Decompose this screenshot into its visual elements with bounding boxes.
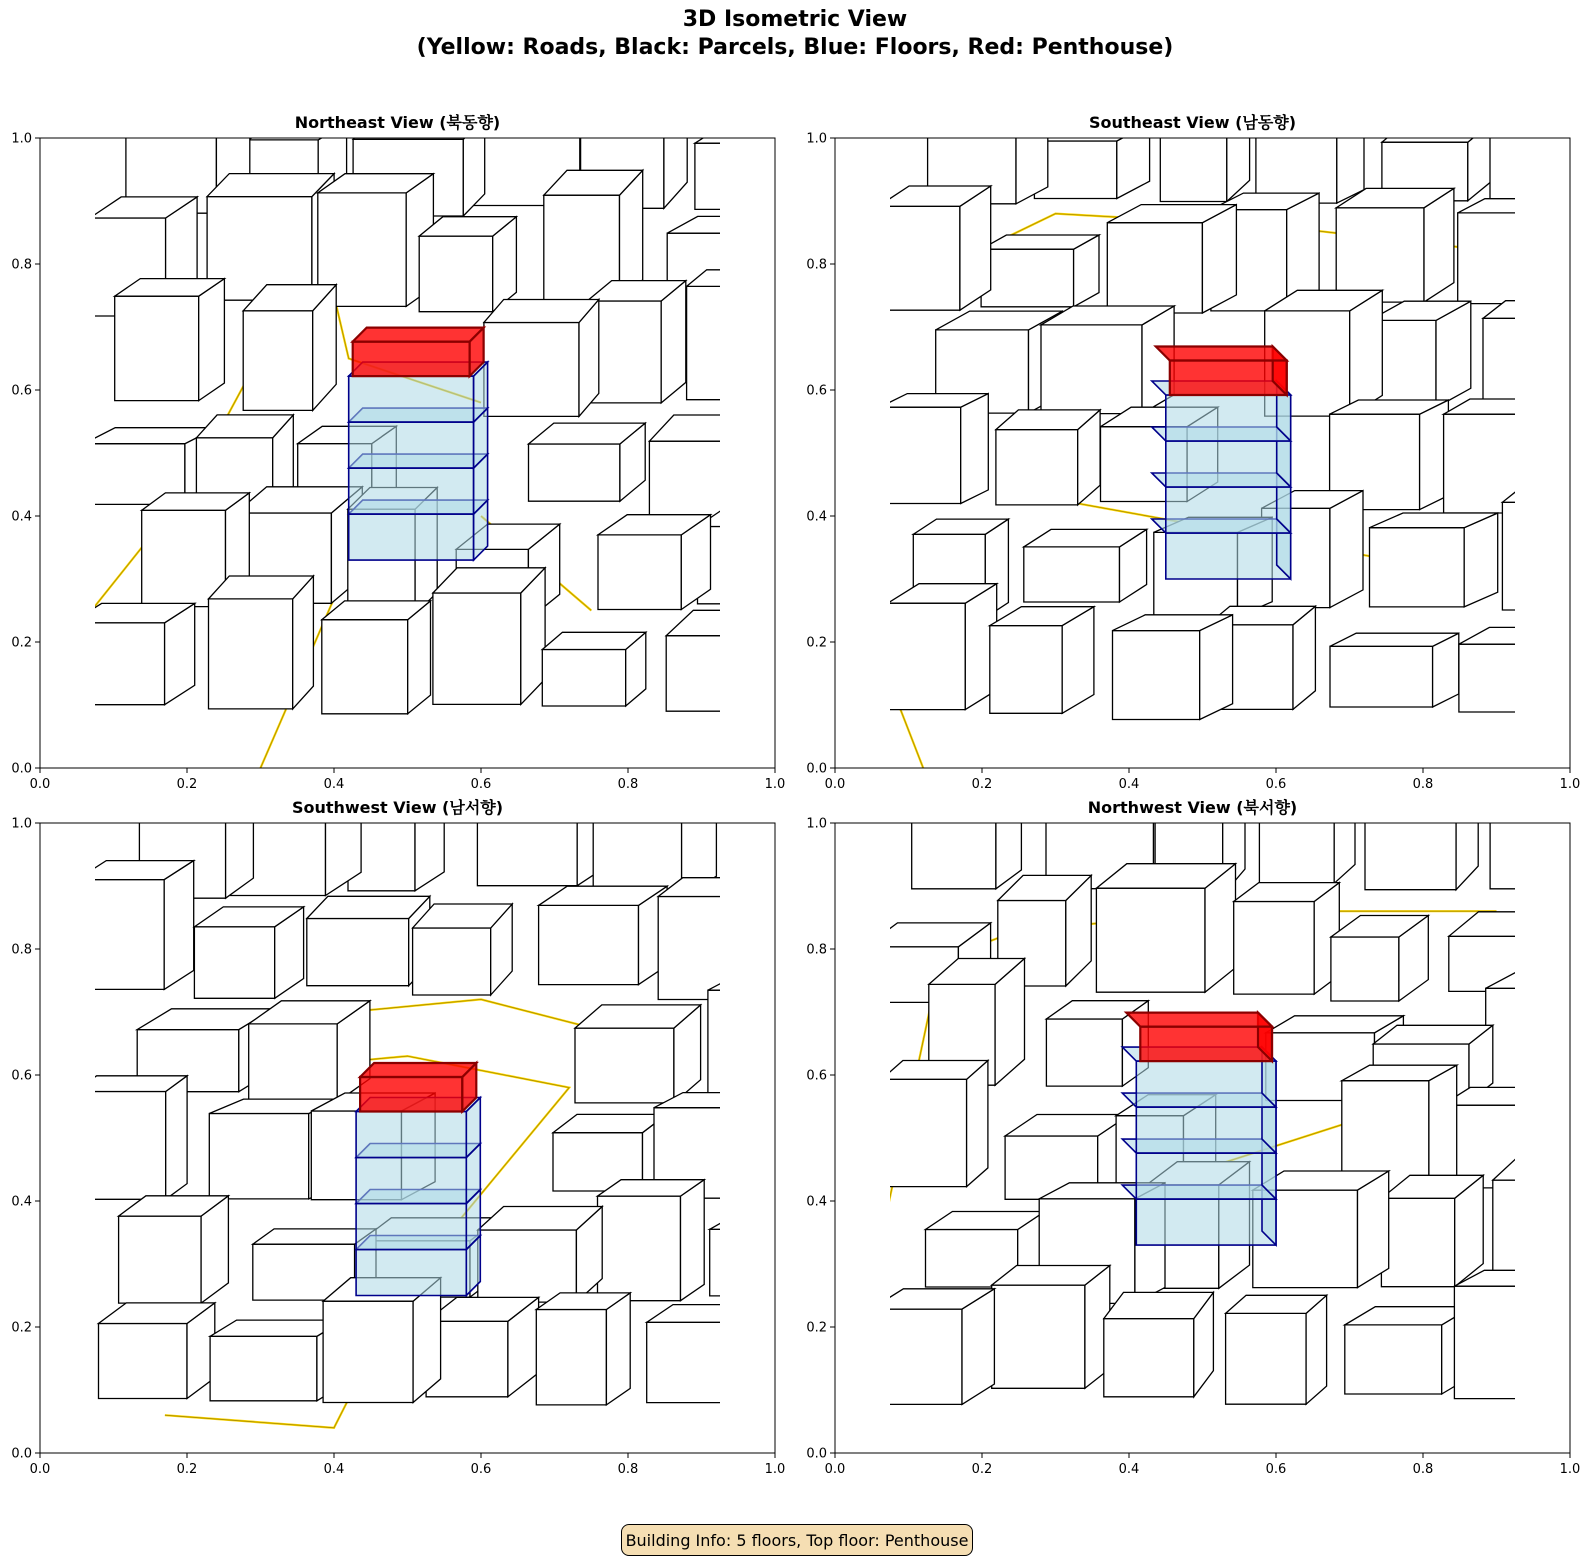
parcel-building-front-face	[200, 793, 274, 800]
parcel-building-side-face	[1200, 615, 1233, 720]
parcel-building-top-face	[353, 117, 485, 139]
parcel-building-front-face	[477, 795, 577, 885]
x-tick-label: 0.2	[176, 777, 198, 788]
parcel-building-front-face	[1486, 988, 1587, 1097]
x-tick-label: 0.8	[617, 1462, 639, 1473]
parcel-building-side-face	[783, 973, 795, 1098]
parcel-building-side-face	[1227, 108, 1250, 202]
parcel-building-top-face	[1454, 1270, 1580, 1286]
parcel-building-side-face	[1306, 1295, 1327, 1404]
parcel-building-front-face	[598, 535, 681, 610]
floor-4-front-face	[1136, 1061, 1276, 1107]
northwest-view-plot	[795, 793, 1590, 1473]
parcel-building-side-face	[1545, 399, 1571, 513]
parcel-building-front-face	[539, 905, 639, 984]
penthouse-front-face	[353, 342, 470, 377]
y-tick-label: 0.0	[806, 761, 827, 777]
penthouse-top-face	[353, 328, 484, 342]
x-tick-label: 0.0	[29, 1462, 51, 1473]
parcel-building-side-face	[545, 793, 574, 800]
parcel-building-front-face	[1365, 798, 1456, 889]
parcel-building-front-face	[1226, 1313, 1307, 1404]
x-tick-label: 0.4	[1118, 777, 1140, 788]
y-tick-label: 0.2	[806, 635, 827, 651]
penthouse-top-face	[1156, 347, 1287, 361]
buildings-layer	[865, 793, 1590, 1404]
parcel-building-top-face	[1444, 399, 1572, 414]
x-tick-label: 1.0	[764, 1462, 786, 1473]
parcel-building-front-face	[1259, 814, 1334, 884]
parcel-building-front-face	[423, 108, 511, 113]
parcel-building-front-face	[880, 407, 961, 503]
y-tick-label: 0.4	[11, 1194, 32, 1210]
parcel-building-side-face	[1551, 1270, 1581, 1398]
parcel-building-front-face	[985, 108, 1085, 114]
parcel-building-side-face	[1096, 793, 1121, 801]
y-tick-label: 0.0	[11, 761, 32, 777]
parcel-building-side-face	[1334, 795, 1355, 884]
parcel-building-front-face	[1345, 108, 1442, 111]
parcel-building-front-face	[888, 603, 966, 709]
parcel-building-front-face	[882, 1079, 967, 1186]
buildings-layer	[72, 108, 796, 768]
y-tick-label: 0.8	[11, 257, 32, 273]
panel-northwest	[795, 793, 1590, 1473]
penthouse-front-face	[1170, 361, 1287, 396]
parcel-building-top-face	[484, 300, 599, 323]
parcel-building-side-face	[734, 415, 758, 518]
parcel-building-top-face	[307, 896, 430, 918]
parcel-building-side-face	[753, 878, 778, 1000]
parcel-building-front-face	[649, 441, 734, 518]
y-tick-label: 0.0	[11, 1446, 32, 1462]
parcel-building-front-face	[119, 1216, 202, 1303]
x-tick-label: 0.0	[824, 1462, 846, 1473]
parcel-building-side-face	[1464, 513, 1498, 607]
parcel-building-side-face	[1016, 108, 1048, 204]
parcel-building-side-face	[274, 793, 306, 800]
y-tick-label: 0.8	[806, 942, 827, 958]
parcel-building-side-face	[664, 108, 687, 208]
parcel-building-front-face	[433, 593, 521, 704]
parcel-building-side-face	[1456, 793, 1478, 890]
parcel-building-front-face	[598, 1196, 681, 1301]
parcel-building-side-face	[1586, 971, 1590, 1097]
parcel-building-front-face	[1459, 644, 1538, 712]
x-tick-label: 0.2	[176, 1462, 198, 1473]
parcel-building-side-face	[681, 1180, 705, 1301]
parcel-building-front-face	[1330, 646, 1433, 707]
y-tick-label: 0.4	[806, 509, 827, 525]
parcel-building-front-face	[695, 143, 771, 209]
parcel-building-top-face	[647, 1305, 773, 1323]
parcel-building-front-face	[99, 1324, 188, 1399]
parcel-building-front-face	[1041, 325, 1142, 414]
x-tick-label: 0.0	[824, 777, 846, 788]
floor-3-front-face	[1166, 441, 1291, 487]
parcel-building-side-face	[1418, 793, 1439, 794]
parcel-building-top-face	[928, 108, 1048, 121]
figure-title-line2: (Yellow: Roads, Black: Parcels, Blue: Floors, Red: Penthouse)	[416, 35, 1174, 60]
y-tick-label: 0.2	[11, 635, 32, 651]
penthouse-front-face	[1140, 1027, 1272, 1062]
parcel-building-front-face	[194, 927, 274, 999]
parcel-building-side-face	[747, 1305, 773, 1403]
parcel-building-side-face	[1202, 205, 1236, 313]
x-tick-label: 0.2	[971, 777, 993, 788]
parcel-building-top-face	[348, 793, 444, 802]
parcel-building-front-face	[643, 793, 742, 797]
parcel-building-front-face	[1331, 937, 1399, 1001]
x-tick-label: 0.6	[1265, 1462, 1287, 1473]
parcel-building-top-face	[649, 415, 758, 441]
parcel-building-front-face	[75, 1092, 166, 1200]
parcel-building-side-face	[166, 1076, 187, 1200]
parcel-building-side-face	[1086, 108, 1120, 114]
y-tick-label: 1.0	[806, 131, 827, 147]
parcel-building-front-face	[871, 1309, 962, 1404]
parcel-building-side-face	[1337, 108, 1364, 203]
parcel-building-front-face	[1336, 208, 1424, 302]
parcel-building-front-face	[77, 880, 164, 990]
parcel-building-top-face	[708, 973, 795, 991]
y-tick-label: 0.8	[806, 257, 827, 273]
y-tick-label: 1.0	[11, 816, 32, 832]
parcel-building-front-face	[529, 444, 620, 501]
buildings-layer	[868, 108, 1590, 768]
parcel-building-top-face	[1259, 795, 1355, 814]
parcel-building-side-face	[1562, 793, 1590, 889]
penthouse-top-face	[360, 1063, 476, 1077]
parcel-building-front-face	[710, 1229, 783, 1296]
parcel-building-front-face	[647, 1322, 747, 1402]
panel-title-southwest: Southwest View (남서향)	[291, 798, 504, 817]
parcel-building-side-face	[1528, 199, 1555, 304]
x-tick-label: 0.4	[323, 777, 345, 788]
parcel-building-side-face	[661, 281, 686, 403]
parcel-building-side-face	[1532, 1087, 1560, 1188]
southwest-view-plot	[0, 793, 795, 1473]
panel-southwest	[0, 793, 795, 1473]
parcel-building-top-face	[593, 801, 716, 822]
parcel-building-front-face	[1483, 318, 1576, 410]
parcel-building-front-face	[322, 620, 408, 714]
parcel-building-front-face	[307, 919, 409, 986]
parcel-building-side-face	[606, 1293, 630, 1405]
parcel-building-side-face	[1570, 1157, 1590, 1289]
parcel-building-top-face	[474, 113, 602, 134]
parcel-building-front-face	[484, 323, 579, 417]
parcel-building-top-face	[710, 1212, 795, 1230]
parcel-building-top-face	[666, 610, 786, 635]
parcel-building-front-face	[1454, 1286, 1550, 1398]
parcel-building-front-face	[310, 793, 390, 799]
parcel-building-side-face	[967, 1061, 988, 1187]
parcel-building-top-face	[1160, 108, 1249, 119]
parcel-building-side-face	[996, 793, 1022, 889]
parcel-building-front-face	[878, 206, 960, 310]
parcel-building-side-face	[1538, 627, 1569, 712]
parcel-building-side-face	[1442, 108, 1478, 111]
y-tick-label: 0.2	[806, 1320, 827, 1336]
parcel-building-front-face	[440, 793, 545, 800]
floor-4-front-face	[356, 1112, 466, 1158]
floor-3-front-face	[1136, 1107, 1276, 1153]
x-tick-label: 1.0	[1559, 1462, 1581, 1473]
parcel-building-front-face	[687, 286, 755, 399]
parcel-building-front-face	[658, 897, 753, 1000]
parcel-building-side-face	[1330, 491, 1363, 608]
floor-1-front-face	[356, 1250, 466, 1296]
panel-northeast	[0, 108, 795, 788]
parcel-building-front-face	[1345, 1325, 1442, 1394]
parcel-building-front-face	[1256, 108, 1337, 203]
parcel-building-side-face	[783, 1212, 795, 1296]
parcel-building-side-face	[292, 108, 320, 113]
parcel-building-top-face	[207, 174, 334, 197]
floor-2-front-face	[356, 1204, 466, 1250]
parcel-building-side-face	[415, 793, 444, 891]
y-tick-label: 0.4	[11, 509, 32, 525]
parcel-building-side-face	[164, 861, 194, 990]
panel-title-northeast: Northeast View (북동향)	[294, 113, 501, 132]
parcel-building-top-face	[1458, 199, 1555, 213]
parcel-building-side-face	[757, 216, 788, 311]
parcel-building-top-face	[1502, 485, 1590, 502]
parcel-building-front-face	[1024, 547, 1120, 602]
y-tick-label: 0.8	[11, 942, 32, 958]
penthouse-front-face	[360, 1077, 462, 1112]
parcel-building-top-face	[695, 123, 795, 144]
northeast-view-plot	[0, 108, 795, 788]
parcel-building-top-face	[1449, 912, 1554, 937]
floor-1-front-face	[1136, 1199, 1276, 1245]
parcel-building-top-face	[1459, 627, 1569, 644]
parcel-building-top-face	[1155, 793, 1245, 800]
panel-title-northwest: Northwest View (북서향)	[1087, 798, 1298, 817]
parcel-building-front-face	[1104, 1319, 1194, 1397]
floor-3-front-face	[349, 422, 474, 468]
parcel-building-side-face	[1350, 290, 1383, 416]
parcel-building-side-face	[389, 793, 418, 799]
parcel-building-top-face	[248, 123, 346, 140]
y-tick-label: 0.6	[11, 383, 32, 399]
parcel-building-front-face	[1005, 793, 1096, 801]
panel-title-southeast: Southeast View (남동향)	[1088, 113, 1297, 132]
parcel-building-front-face	[912, 794, 996, 889]
parcel-building-front-face	[316, 108, 388, 112]
parcel-building-side-face	[1429, 1065, 1457, 1193]
parcel-building-side-face	[960, 186, 991, 310]
parcel-building-side-face	[1579, 120, 1590, 214]
floor-2-front-face	[1136, 1153, 1276, 1199]
parcel-building-top-face	[126, 118, 250, 137]
y-tick-label: 0.0	[806, 1446, 827, 1462]
parcel-building-front-face	[1096, 888, 1205, 992]
parcel-building-side-face	[1358, 1171, 1389, 1288]
x-tick-label: 0.6	[1265, 777, 1287, 788]
x-tick-label: 0.0	[29, 777, 51, 788]
x-tick-label: 0.8	[1412, 777, 1434, 788]
parcel-building-front-face	[536, 1310, 606, 1405]
parcel-building-top-face	[667, 216, 787, 233]
parcel-building-front-face	[72, 623, 165, 705]
parcel-building-front-face	[209, 599, 293, 709]
parcel-building-side-face	[199, 279, 225, 401]
panel-southeast	[795, 108, 1590, 788]
parcel-building-side-face	[741, 793, 763, 797]
parcel-building-front-face	[1107, 223, 1202, 313]
x-tick-label: 0.8	[1412, 1462, 1434, 1473]
parcel-building-side-face	[733, 1093, 762, 1199]
parcel-building-side-face	[1117, 124, 1150, 199]
parcel-building-front-face	[210, 108, 292, 113]
y-tick-label: 0.6	[11, 1068, 32, 1084]
y-tick-label: 0.6	[806, 383, 827, 399]
x-tick-label: 0.4	[323, 1462, 345, 1473]
parcel-building-side-face	[511, 108, 536, 113]
parcel-building-side-face	[1576, 301, 1590, 411]
parcel-building-front-face	[210, 1336, 317, 1401]
parcel-building-front-face	[249, 1024, 338, 1102]
x-tick-label: 1.0	[1559, 777, 1581, 788]
parcel-building-side-face	[1524, 912, 1554, 992]
parcel-building-side-face	[754, 270, 774, 400]
parcel-building-front-face	[1046, 1019, 1122, 1086]
parcel-building-front-face	[1502, 502, 1590, 610]
floor-2-front-face	[1166, 487, 1291, 533]
parcel-building-front-face	[996, 430, 1078, 505]
y-tick-label: 1.0	[11, 131, 32, 147]
y-tick-label: 1.0	[806, 816, 827, 832]
parcel-building-front-face	[115, 296, 199, 400]
building-info-box: Building Info: 5 floors, Top floor: Penthouse	[621, 1524, 973, 1556]
figure-title-line1: 3D Isometric View	[682, 7, 908, 32]
parcel-building-side-face	[759, 610, 786, 711]
parcel-building-side-face	[387, 108, 407, 112]
x-tick-label: 0.2	[971, 1462, 993, 1473]
x-tick-label: 0.8	[617, 777, 639, 788]
parcel-building-front-face	[1160, 119, 1227, 202]
parcel-building-front-face	[1381, 1198, 1454, 1286]
parcel-building-front-face	[992, 1285, 1085, 1388]
southeast-view-plot	[795, 108, 1590, 788]
parcel-building-front-face	[575, 1028, 674, 1103]
floor-4-front-face	[349, 376, 474, 422]
y-tick-label: 0.4	[806, 1194, 827, 1210]
parcel-building-front-face	[542, 650, 625, 707]
parcel-building-front-face	[1444, 414, 1546, 513]
parcel-building-top-face	[477, 793, 612, 795]
parcel-building-top-face	[912, 793, 1022, 794]
floor-3-front-face	[356, 1158, 466, 1204]
figure-title	[0, 6, 1590, 62]
floor-1-front-face	[1166, 533, 1291, 579]
parcel-building-front-face	[1234, 902, 1315, 995]
parcel-building-front-face	[1370, 528, 1465, 607]
parcel-building-front-face	[142, 510, 226, 606]
parcel-building-top-face	[1104, 1292, 1214, 1318]
y-tick-label: 0.2	[11, 1320, 32, 1336]
parcel-building-front-face	[666, 636, 759, 712]
parcel-building-top-face	[1490, 120, 1590, 133]
parcel-building-front-face	[323, 1301, 413, 1402]
parcel-building-side-face	[785, 509, 795, 604]
parcel-building-front-face	[1329, 793, 1417, 794]
parcel-building-front-face	[243, 311, 313, 411]
x-tick-label: 0.6	[470, 777, 492, 788]
buildings-layer	[75, 793, 795, 1428]
x-tick-label: 0.6	[470, 1462, 492, 1473]
y-tick-label: 0.6	[806, 1068, 827, 1084]
parcel-building-front-face	[1113, 631, 1200, 720]
parcel-building-front-face	[1490, 793, 1562, 889]
parcel-building-side-face	[961, 394, 989, 504]
parcel-building-front-face	[413, 928, 491, 995]
parcel-building-front-face	[478, 1230, 577, 1302]
penthouse-top-face	[1126, 1013, 1272, 1027]
parcel-building-top-face	[1365, 793, 1478, 798]
parcel-building-front-face	[209, 1114, 308, 1199]
floor-4-front-face	[1166, 395, 1291, 441]
parcel-building-side-face	[771, 123, 796, 210]
parcel-building-front-face	[990, 626, 1062, 714]
x-tick-label: 0.4	[1118, 1462, 1140, 1473]
parcel-building-front-face	[981, 249, 1074, 307]
parcel-building-front-face	[419, 236, 493, 312]
x-tick-label: 1.0	[764, 777, 786, 788]
floor-2-front-face	[349, 468, 474, 514]
parcel-building-front-face	[1458, 213, 1528, 304]
parcel-building-top-face	[139, 793, 253, 810]
floor-1-front-face	[349, 514, 474, 560]
parcel-building-front-face	[708, 990, 783, 1098]
parcel-building-side-face	[408, 601, 431, 714]
